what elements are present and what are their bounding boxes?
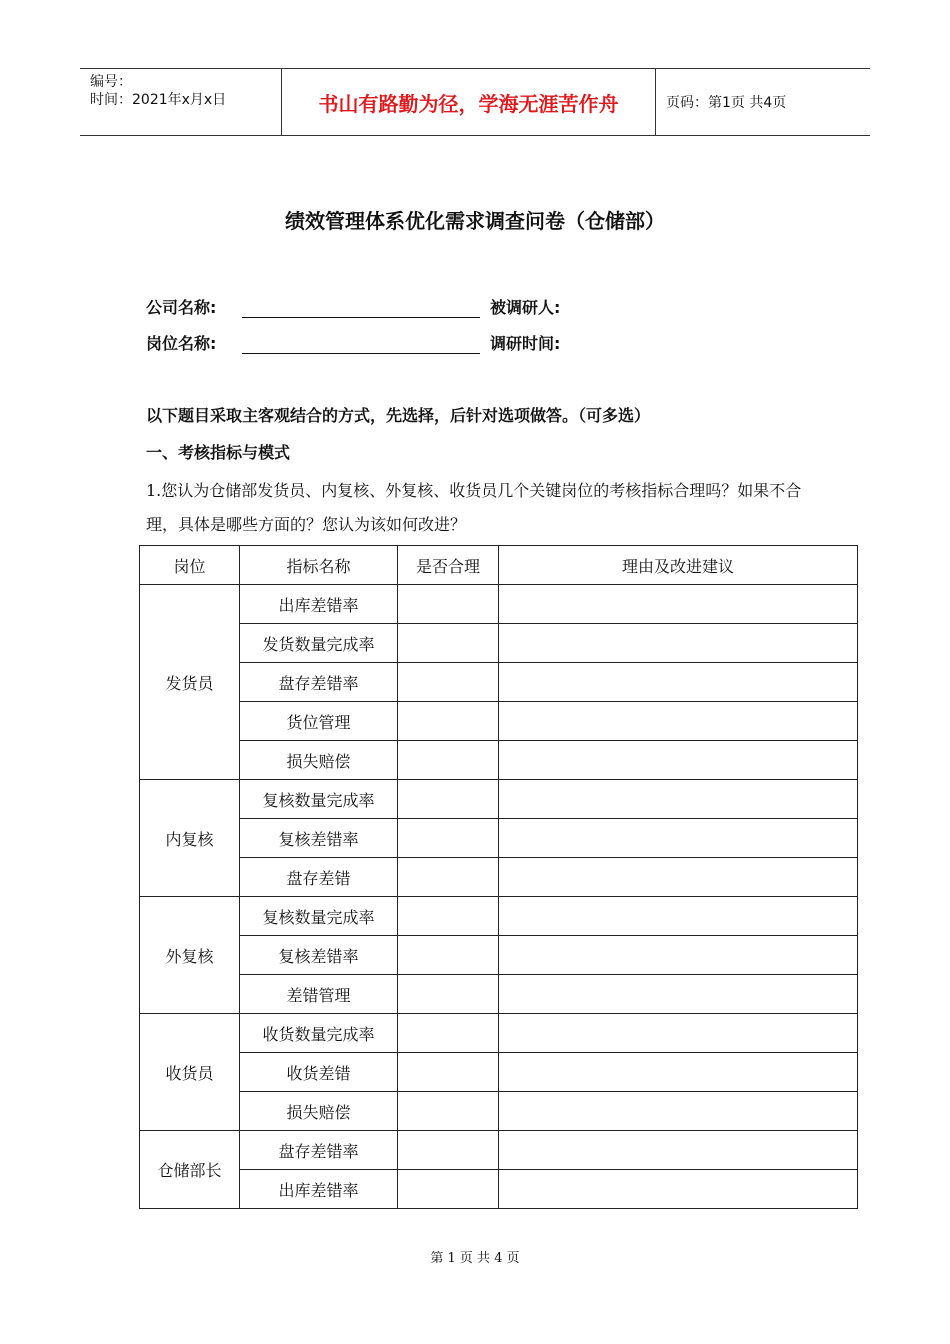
- header-motto: 书山有路勤为径，学海无涯苦作舟: [281, 69, 656, 135]
- suggestion-cell[interactable]: [499, 858, 858, 897]
- reasonable-cell[interactable]: [398, 663, 499, 702]
- table-row: [140, 1053, 858, 1092]
- indicator-cell: 复核差错率: [240, 936, 398, 975]
- document-title: 绩效管理体系优化需求调查问卷（仓储部）: [285, 209, 665, 233]
- header-indicator: 指标名称: [240, 546, 398, 585]
- indicator-cell: 出库差错率: [240, 585, 398, 624]
- suggestion-cell[interactable]: [499, 1170, 858, 1209]
- table-row: [140, 702, 858, 741]
- reasonable-cell[interactable]: [398, 624, 499, 663]
- table-row: [140, 624, 858, 663]
- table-row: [140, 858, 858, 897]
- indicator-cell: 盘存差错率: [240, 663, 398, 702]
- indicator-cell: 损失赔偿: [240, 741, 398, 780]
- suggestion-cell[interactable]: [499, 624, 858, 663]
- suggestion-cell[interactable]: [499, 897, 858, 936]
- reasonable-cell[interactable]: [398, 1131, 499, 1170]
- indicator-cell: 货位管理: [240, 702, 398, 741]
- suggestion-cell[interactable]: [499, 780, 858, 819]
- indicator-table: [139, 545, 858, 1209]
- suggestion-cell[interactable]: [499, 1014, 858, 1053]
- page-header: [80, 68, 870, 136]
- position-field-row: [146, 330, 560, 354]
- suggestion-cell[interactable]: [499, 1053, 858, 1092]
- table-row: [140, 975, 858, 1014]
- table-row: [140, 585, 858, 624]
- indicator-cell: 复核差错率: [240, 819, 398, 858]
- respondent-label: 被调研人:: [490, 298, 561, 317]
- company-name-blank: [242, 297, 480, 318]
- suggestion-cell[interactable]: [499, 663, 858, 702]
- reasonable-cell[interactable]: [398, 936, 499, 975]
- question-text: 1.您认为仓储部发货员、内复核、外复核、收货员几个关键岗位的考核指标合理吗？如果不合理，具体是哪些方面的？您认为该如何改进？: [146, 481, 802, 534]
- indicator-cell: 复核数量完成率: [240, 780, 398, 819]
- reasonable-cell[interactable]: [398, 897, 499, 936]
- position-name-label: 岗位名称:: [146, 334, 217, 353]
- position-cell: 外复核: [140, 897, 240, 1014]
- indicator-cell: 损失赔偿: [240, 1092, 398, 1131]
- position-cell: 发货员: [140, 585, 240, 780]
- page-footer: 第 1 页 共 4 页: [430, 1251, 520, 1266]
- reasonable-cell[interactable]: [398, 585, 499, 624]
- header-position: 岗位: [140, 546, 240, 585]
- indicator-cell: 收货差错: [240, 1053, 398, 1092]
- position-cell: 仓储部长: [140, 1131, 240, 1209]
- table-row: [140, 897, 858, 936]
- indicator-cell: 盘存差错率: [240, 1131, 398, 1170]
- suggestion-cell[interactable]: [499, 975, 858, 1014]
- suggestion-cell[interactable]: [499, 585, 858, 624]
- table-row: [140, 1170, 858, 1209]
- reasonable-cell[interactable]: [398, 741, 499, 780]
- survey-time-label: 调研时间:: [490, 334, 561, 353]
- indicator-cell: 差错管理: [240, 975, 398, 1014]
- company-field-row: [146, 294, 560, 318]
- reasonable-cell[interactable]: [398, 1053, 499, 1092]
- header-suggestion: 理由及改进建议: [499, 546, 858, 585]
- suggestion-cell[interactable]: [499, 819, 858, 858]
- header-page-info: 页码：第1页 共4页: [666, 95, 787, 111]
- table-row: [140, 741, 858, 780]
- table-row: [140, 780, 858, 819]
- indicator-cell: 盘存差错: [240, 858, 398, 897]
- table-row: [140, 1014, 858, 1053]
- doc-number-label: 编号：: [90, 74, 132, 90]
- position-cell: 收货员: [140, 1014, 240, 1131]
- company-name-label: 公司名称:: [146, 298, 217, 317]
- position-name-blank: [242, 333, 480, 354]
- reasonable-cell[interactable]: [398, 780, 499, 819]
- reasonable-cell[interactable]: [398, 819, 499, 858]
- table-row: [140, 1131, 858, 1170]
- position-cell: 内复核: [140, 780, 240, 897]
- indicator-cell: 出库差错率: [240, 1170, 398, 1209]
- indicator-cell: 复核数量完成率: [240, 897, 398, 936]
- indicator-cell: 收货数量完成率: [240, 1014, 398, 1053]
- header-reasonable: 是否合理: [398, 546, 499, 585]
- reasonable-cell[interactable]: [398, 858, 499, 897]
- reasonable-cell[interactable]: [398, 702, 499, 741]
- reasonable-cell[interactable]: [398, 975, 499, 1014]
- table-header-row: [140, 546, 858, 585]
- section-title: 一、考核指标与模式: [146, 443, 291, 462]
- doc-time-label: 时间：2021年x月x日: [90, 92, 227, 108]
- indicator-cell: 发货数量完成率: [240, 624, 398, 663]
- header-meta: [80, 69, 281, 135]
- suggestion-cell[interactable]: [499, 1092, 858, 1131]
- suggestion-cell[interactable]: [499, 741, 858, 780]
- table-row: [140, 1092, 858, 1131]
- table-row: [140, 936, 858, 975]
- reasonable-cell[interactable]: [398, 1170, 499, 1209]
- suggestion-cell[interactable]: [499, 1131, 858, 1170]
- table-row: [140, 819, 858, 858]
- table-row: [140, 663, 858, 702]
- reasonable-cell[interactable]: [398, 1092, 499, 1131]
- reasonable-cell[interactable]: [398, 1014, 499, 1053]
- suggestion-cell[interactable]: [499, 702, 858, 741]
- instructions: 以下题目采取主客观结合的方式，先选择，后针对选项做答。（可多选）: [146, 406, 651, 425]
- suggestion-cell[interactable]: [499, 936, 858, 975]
